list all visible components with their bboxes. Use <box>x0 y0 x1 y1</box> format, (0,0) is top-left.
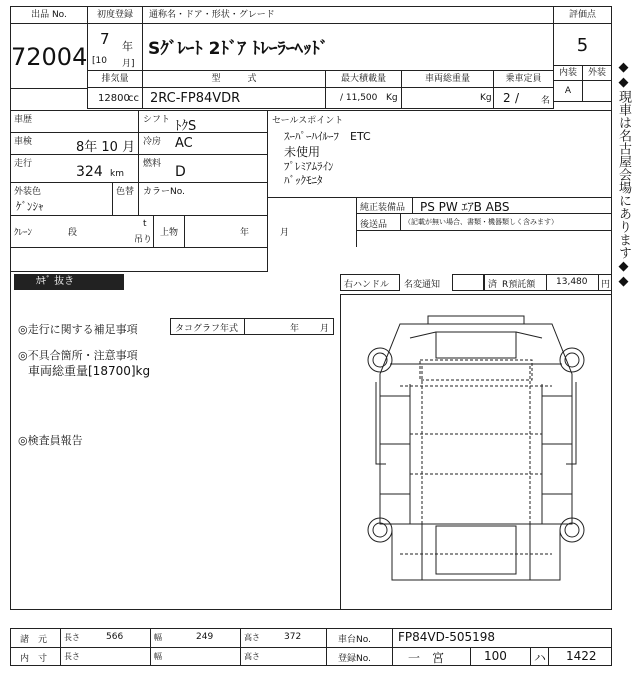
first-reg-year: 7 <box>100 30 110 48</box>
yen-unit: 円 <box>601 280 611 290</box>
inner-height-label: 高さ <box>244 652 260 661</box>
inspection-value: 8年 10 月 <box>76 140 136 155</box>
model-desc-label: 通称名・ドア・形状・グレード <box>142 6 554 24</box>
exterior-value <box>582 80 612 102</box>
max-load-unit: Kg <box>386 93 398 103</box>
width-label: 幅 <box>154 633 162 642</box>
sales-line-2: 未使用 <box>284 145 321 159</box>
height-value: 372 <box>284 632 302 642</box>
length-value: 566 <box>106 632 124 642</box>
inspection-label: 車検 <box>14 137 33 147</box>
width-value: 249 <box>196 632 214 642</box>
registration-label: 登録No. <box>338 654 371 664</box>
shift-value: ﾄｸS <box>175 119 197 134</box>
color-no-label: カラーNo. <box>143 187 185 197</box>
dimensions-label: 諸 元 <box>20 635 48 645</box>
max-load-value: / 11,500 <box>340 93 378 103</box>
genuine-equipment-label: 純正装備品 <box>360 203 406 213</box>
inner-width-label: 幅 <box>154 652 162 661</box>
registration-class: 100 <box>484 649 507 663</box>
name-change-box <box>452 274 484 291</box>
shift-label: シフト <box>143 115 171 125</box>
genuine-equipment-value: PS PW ｴｱB ABS <box>420 200 510 214</box>
tachograph-month: 月 <box>320 324 330 334</box>
capacity-label: 乗車定員 <box>493 70 554 88</box>
capacity-value: 2 <box>503 91 511 105</box>
sales-point-label: セールスポイント <box>272 116 344 126</box>
ac-value: AC <box>175 136 193 151</box>
registration-area: 一 宮 <box>408 651 445 665</box>
capacity-unit: 名 <box>541 96 551 106</box>
sales-line-4: ﾊﾞｯｸﾓﾆﾀ <box>284 174 323 187</box>
exterior-label: 外装 <box>582 65 612 81</box>
key-removed-badge: ｶｷﾞ 抜き <box>14 274 124 290</box>
loader-year: 年 <box>240 228 250 238</box>
model-value: 2RC-FP84VDR <box>150 91 241 106</box>
first-reg-month: [10 <box>92 56 107 66</box>
defects-label: ◎不具合箇所・注意事項 <box>18 349 138 362</box>
name-change-label: 名変通知 <box>404 280 441 290</box>
displacement-label: 排気量 <box>87 70 143 88</box>
later-items-label: 後送品 <box>360 220 388 230</box>
first-reg-month-unit: 月] <box>122 59 135 69</box>
crane-steps: 段 <box>68 228 78 238</box>
chassis-value: FP84VD-505198 <box>398 630 495 644</box>
max-load-label: 最大積載量 <box>325 70 402 88</box>
lot-label: 出品 No. <box>10 6 88 24</box>
length-label: 長さ <box>64 633 80 642</box>
chassis-label: 車台No. <box>338 635 371 645</box>
history-label: 車歴 <box>14 115 33 125</box>
fuel-label: 燃料 <box>143 159 162 169</box>
recycle-amount: 13,480 <box>556 277 588 287</box>
defects-text: 車両総重量[18700]kg <box>28 364 151 378</box>
later-items-note: （記載が無い場合、書類・機器類しく含みます） <box>404 218 558 226</box>
model-label: 型 式 <box>142 70 326 88</box>
capacity-separator: / <box>515 91 520 105</box>
gvw-label: 車両総重量 <box>401 70 494 88</box>
model-description: Sｸﾞﾚｰﾄ 2ﾄﾞｱ ﾄﾚｰﾗｰﾍｯﾄﾞ <box>148 39 329 59</box>
recycle-label: R預託額 <box>502 280 536 290</box>
lot-number: 72004 <box>10 23 88 89</box>
interior-label: 内装 <box>553 65 583 81</box>
exterior-color-label: 外装色 <box>14 187 42 197</box>
inner-length-label: 長さ <box>64 652 80 661</box>
rating-value: 5 <box>553 23 612 66</box>
driving-notes-label: ◎走行に関する補足事項 <box>18 323 138 336</box>
gvw-unit: Kg <box>480 93 492 103</box>
loader-month: 月 <box>280 228 290 238</box>
recycle-status: 済 <box>488 280 498 290</box>
interior-value: A <box>553 80 583 102</box>
rating-label: 評価点 <box>553 6 612 24</box>
registration-kana: ハ <box>534 651 547 665</box>
crane-label: ｸﾚｰﾝ <box>14 228 33 238</box>
right-hand-drive: 右ハンドル <box>344 280 390 290</box>
crane-ton: 吊り <box>134 235 153 245</box>
crane-ton-unit: t <box>143 219 147 229</box>
first-registration-label: 初度登録 <box>87 6 143 24</box>
first-reg-year-unit: 年 <box>122 40 133 53</box>
mileage-label: 走行 <box>14 159 33 169</box>
truck-body-diagram <box>340 294 612 610</box>
color-change-label: 色替 <box>116 187 135 197</box>
tachograph-label: タコグラフ年式 <box>175 324 239 334</box>
height-label: 高さ <box>244 633 260 642</box>
inner-dimensions-label: 内 寸 <box>20 654 48 664</box>
tachograph-year: 年 <box>290 324 300 334</box>
sales-line-3: ﾌﾟﾚﾐｱﾑﾗｲﾝ <box>284 160 334 173</box>
sales-line-1: ｽｰﾊﾟｰﾊｲﾙｰﾌ ETC <box>284 130 371 143</box>
mileage-value: 324 <box>76 164 103 180</box>
displacement-unit: cc <box>128 93 139 104</box>
fuel-value: D <box>175 164 186 180</box>
exterior-color-value: ｹﾞﾝｼｬ <box>16 200 44 213</box>
side-banner: ◆◆現車は名古屋会場にあります◆◆ <box>616 60 631 289</box>
loader-label: 上物 <box>160 228 179 238</box>
inspector-report-label: ◎検査員報告 <box>18 434 83 447</box>
registration-number: 1422 <box>566 649 597 663</box>
displacement-value: 12800 <box>98 93 130 104</box>
ac-label: 冷房 <box>143 137 162 147</box>
mileage-unit: km <box>110 169 124 179</box>
